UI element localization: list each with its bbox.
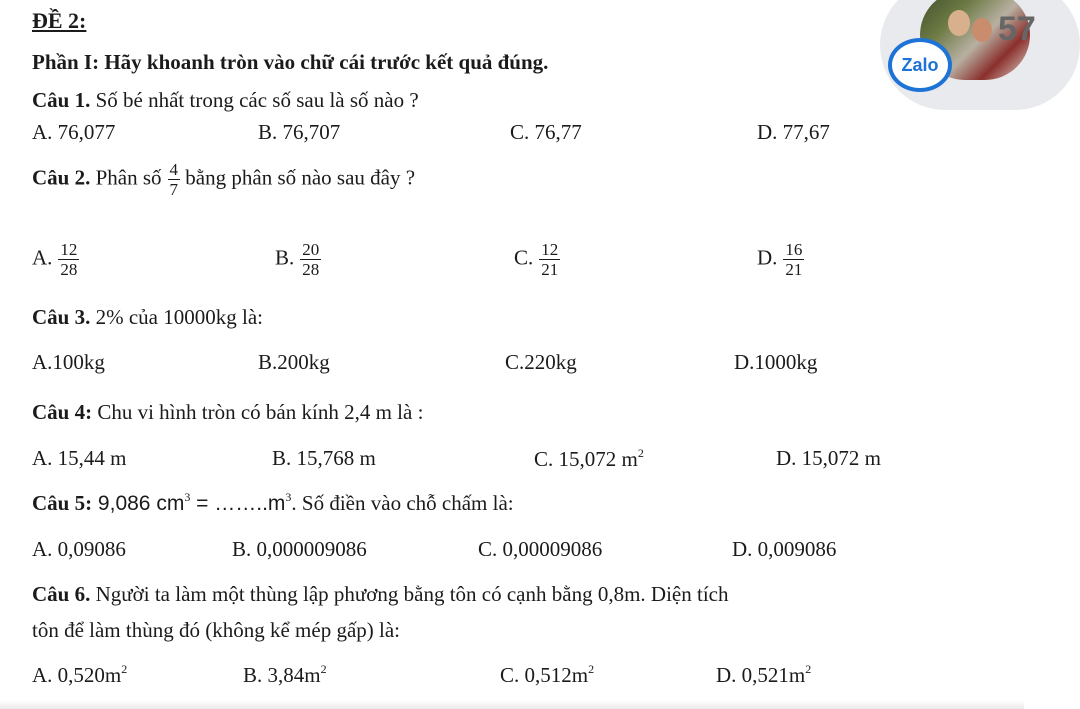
superscript: 2 (121, 662, 128, 676)
fraction-denominator: 21 (785, 260, 803, 279)
option-text: A. 0,520m (32, 663, 122, 687)
fraction-denominator: 21 (541, 260, 559, 279)
question-1 (32, 88, 419, 113)
option-text: C. 15,072 m (534, 447, 638, 471)
superscript: 3 (285, 490, 292, 504)
notification-count: 57 (998, 10, 1036, 48)
question-text: Phân số (90, 165, 162, 190)
q4-option-d: D. 15,072 m (776, 446, 881, 470)
q5-option-d: D. 0,009086 (732, 537, 837, 561)
question-label: Câu 4: (32, 400, 93, 424)
fraction (300, 240, 321, 279)
q2-option-d (757, 240, 804, 279)
question-6 (32, 582, 728, 607)
fraction-denominator: 28 (60, 260, 78, 279)
question-text: 2% của 10000kg là: (90, 305, 263, 329)
q4-option-c (534, 446, 644, 472)
q5-option-c: C. 0,00009086 (478, 537, 603, 561)
q2-option-b (275, 240, 321, 279)
zalo-logo-icon[interactable] (888, 38, 952, 92)
option-letter: D. (757, 245, 778, 270)
fraction-numerator: 12 (541, 240, 559, 259)
question-label: Câu 3. (32, 305, 91, 329)
question-text: bằng phân số nào sau đây ? (180, 165, 416, 190)
question-2 (32, 160, 415, 199)
q1-option-a: A. 76,077 (32, 120, 116, 144)
zalo-badge-label: Zalo (901, 54, 939, 75)
question-text: Số bé nhất trong các số sau là số nào ? (90, 88, 419, 112)
q1-option-b: B. 76,707 (258, 120, 341, 144)
q6-option-c (500, 662, 594, 688)
fraction-numerator: 20 (302, 240, 320, 259)
q3-option-c: C.220kg (505, 350, 577, 374)
question-label: Câu 6. (32, 582, 91, 606)
fraction (539, 240, 560, 279)
fraction-denominator: 7 (169, 180, 179, 199)
question-label: Câu 2. (32, 165, 91, 190)
fraction (168, 160, 181, 199)
q3-option-a: A.100kg (32, 350, 105, 374)
q1-option-d: D. 77,67 (757, 120, 830, 144)
superscript: 3 (184, 490, 191, 504)
fraction (783, 240, 804, 279)
option-letter: A. (32, 245, 53, 270)
part-heading: Phần I: Hãy khoanh tròn vào chữ cái trước kết quả đúng. (32, 50, 549, 74)
q4-option-a: A. 15,44 m (32, 446, 127, 470)
superscript: 2 (805, 662, 812, 676)
bottom-edge (0, 700, 1024, 709)
superscript: 2 (637, 446, 644, 460)
q6-option-a (32, 662, 127, 688)
option-letter: C. (514, 245, 534, 270)
question-text: . Số điền vào chỗ chấm là: (291, 491, 514, 515)
fraction-numerator: 16 (785, 240, 803, 259)
q3-option-b: B.200kg (258, 350, 330, 374)
exam-title: ĐỀ 2: (32, 8, 87, 33)
question-6-continued: tôn để làm thùng đó (không kể mép gấp) là: (32, 618, 401, 642)
expression: = ……..m (190, 492, 286, 515)
fraction (58, 240, 79, 279)
superscript: 2 (588, 662, 595, 676)
q3-option-d: D.1000kg (734, 350, 818, 374)
q1-option-c: C. 76,77 (510, 120, 582, 144)
q5-option-b: B. 0,000009086 (232, 537, 367, 561)
question-label: Câu 5: (32, 491, 93, 515)
q2-option-c (514, 240, 560, 279)
q6-option-d (716, 662, 811, 688)
question-label: Câu 1. (32, 88, 91, 112)
superscript: 2 (320, 662, 327, 676)
expression: 9,086 cm (92, 492, 185, 515)
avatar-face (948, 10, 970, 36)
q5-option-a: A. 0,09086 (32, 537, 126, 561)
option-letter: B. (275, 245, 295, 270)
q4-option-b: B. 15,768 m (272, 446, 376, 470)
question-text: Người ta làm một thùng lập phương bằng tôn có cạnh bằng 0,8m. Diện tích (90, 582, 729, 606)
question-3 (32, 305, 263, 330)
question-4 (32, 400, 423, 425)
avatar-face (972, 18, 992, 42)
option-text: C. 0,512m (500, 663, 589, 687)
zalo-floating-widget[interactable] (880, 0, 1070, 120)
question-text: Chu vi hình tròn có bán kính 2,4 m là : (92, 400, 424, 424)
fraction-numerator: 4 (169, 160, 179, 179)
fraction-denominator: 28 (302, 260, 320, 279)
q6-option-b (243, 662, 327, 688)
option-text: B. 3,84m (243, 663, 321, 687)
option-text: D. 0,521m (716, 663, 806, 687)
question-5 (32, 490, 514, 516)
q2-option-a (32, 240, 79, 279)
fraction-numerator: 12 (60, 240, 78, 259)
